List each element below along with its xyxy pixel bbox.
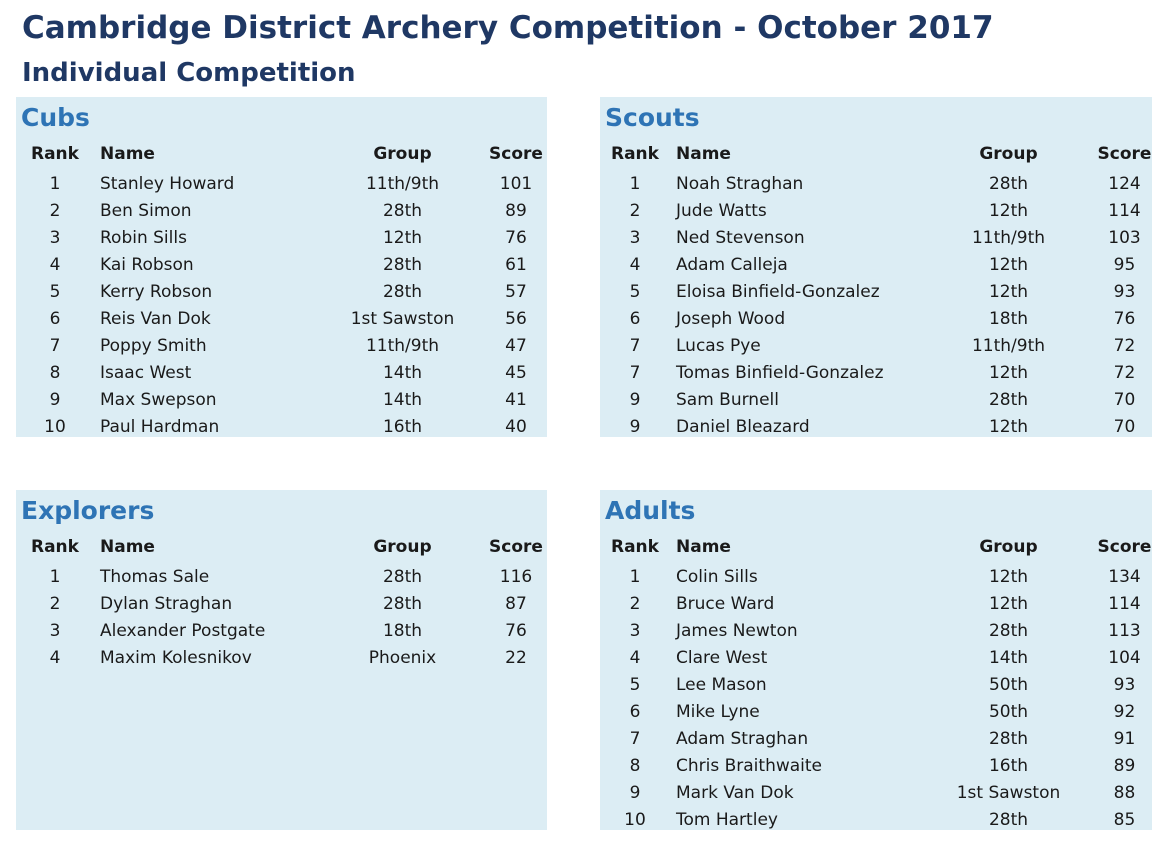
cell-rank: 2 (49, 200, 61, 221)
cell-name: Tom Hartley (676, 809, 778, 830)
cell-name: Adam Straghan (676, 728, 809, 749)
cell-rank: 7 (49, 335, 61, 356)
cell-name: Lee Mason (676, 674, 767, 695)
table-row (600, 563, 1152, 590)
table-row (600, 752, 1152, 779)
cell-score: 124 (1108, 173, 1141, 194)
cell-group: 28th (988, 173, 1029, 194)
cell-score: 89 (505, 200, 527, 221)
cell-name: Kai Robson (100, 254, 194, 275)
page-title: Cambridge District Archery Competition - October 2017 (22, 10, 994, 46)
cell-score: 114 (1108, 593, 1141, 614)
cell-name: Max Swepson (100, 389, 217, 410)
cell-score: 88 (1113, 782, 1136, 803)
column-header-rank: Rank (31, 537, 79, 557)
table-row (600, 251, 1152, 278)
cell-group: 28th (988, 620, 1029, 641)
table-row (16, 617, 547, 644)
cell-group: 12th (988, 416, 1029, 437)
cell-group: 12th (988, 254, 1029, 275)
cell-score: 104 (1108, 647, 1141, 668)
cell-rank: 3 (629, 620, 641, 641)
table-row (600, 779, 1152, 806)
cell-group: 14th (382, 389, 423, 410)
cell-score: 72 (1113, 362, 1136, 383)
cell-score: 114 (1108, 200, 1141, 221)
table-row (16, 413, 547, 440)
table-row (600, 386, 1152, 413)
cell-score: 76 (505, 620, 527, 641)
cell-score: 93 (1113, 674, 1136, 695)
table-row (16, 332, 547, 359)
cell-group: 28th (988, 728, 1029, 749)
cell-score: 89 (1113, 755, 1136, 776)
cell-name: Alexander Postgate (100, 620, 266, 641)
adults-panel (600, 490, 1152, 830)
cell-rank: 1 (629, 173, 641, 194)
cell-rank: 7 (629, 728, 641, 749)
table-row (600, 197, 1152, 224)
cell-group: 16th (988, 755, 1029, 776)
cell-rank: 5 (629, 674, 641, 695)
table-row (16, 305, 547, 332)
cell-score: 101 (499, 173, 533, 194)
cubs-panel (16, 97, 547, 437)
cell-rank: 9 (629, 782, 641, 803)
cell-group: 11th/9th (365, 173, 440, 194)
cell-group: 28th (988, 809, 1029, 830)
cell-name: Eloisa Binfield-Gonzalez (676, 281, 880, 302)
cell-group: 28th (382, 566, 423, 587)
cubs-section-title: Cubs (21, 103, 90, 132)
scouts-results-table (600, 143, 1152, 440)
cell-score: 113 (1108, 620, 1141, 641)
cell-score: 56 (505, 308, 527, 329)
cell-name: Ned Stevenson (676, 227, 805, 248)
table-row (16, 224, 547, 251)
cell-name: Clare West (676, 647, 768, 668)
cell-group: 12th (988, 200, 1029, 221)
cell-rank: 4 (629, 647, 641, 668)
cell-group: 28th (382, 281, 423, 302)
cell-name: Adam Calleja (676, 254, 788, 275)
cell-score: 76 (1113, 308, 1136, 329)
cell-rank: 9 (49, 389, 61, 410)
cell-group: 1st Sawston (956, 782, 1061, 803)
cell-score: 92 (1113, 701, 1136, 722)
table-row (16, 251, 547, 278)
cell-name: Isaac West (100, 362, 192, 383)
cell-score: 40 (505, 416, 527, 437)
column-header-group: Group (979, 144, 1038, 164)
cell-score: 47 (505, 335, 527, 356)
cell-name: Noah Straghan (676, 173, 804, 194)
cell-name: Paul Hardman (100, 416, 220, 437)
cell-score: 72 (1113, 335, 1136, 356)
cell-group: 28th (382, 254, 423, 275)
cell-rank: 5 (629, 281, 641, 302)
cell-rank: 4 (629, 254, 641, 275)
table-row (600, 359, 1152, 386)
cell-rank: 2 (629, 200, 641, 221)
cell-rank: 1 (49, 566, 61, 587)
cell-name: Robin Sills (100, 227, 187, 248)
column-header-group: Group (373, 144, 432, 164)
cell-rank: 4 (49, 254, 61, 275)
cell-name: James Newton (676, 620, 798, 641)
cell-score: 91 (1113, 728, 1136, 749)
cell-score: 57 (505, 281, 527, 302)
cell-name: Ben Simon (100, 200, 192, 221)
cell-rank: 1 (629, 566, 641, 587)
cell-name: Maxim Kolesnikov (100, 647, 252, 668)
adults-section-title: Adults (605, 496, 696, 525)
table-row (16, 197, 547, 224)
adults-results-table (600, 536, 1152, 833)
cell-group: 16th (382, 416, 423, 437)
cell-group: 11th/9th (971, 335, 1046, 356)
column-header-rank: Rank (611, 537, 659, 557)
cell-name: Mike Lyne (676, 701, 760, 722)
cell-rank: 5 (49, 281, 61, 302)
cell-name: Mark Van Dok (676, 782, 794, 803)
cell-rank: 10 (44, 416, 66, 437)
cell-name: Colin Sills (676, 566, 758, 587)
cell-rank: 3 (49, 227, 61, 248)
table-row (600, 698, 1152, 725)
table-row (600, 725, 1152, 752)
cell-group: 28th (382, 593, 423, 614)
explorers-results-table (16, 536, 547, 671)
cell-group: Phoenix (368, 647, 437, 668)
cell-score: 76 (505, 227, 527, 248)
cell-group: 14th (988, 647, 1029, 668)
table-row (16, 359, 547, 386)
column-header-score: Score (489, 144, 543, 164)
cell-name: Kerry Robson (100, 281, 213, 302)
table-row (600, 413, 1152, 440)
cell-group: 12th (988, 566, 1029, 587)
column-header-group: Group (979, 537, 1038, 557)
cell-name: Reis Van Dok (100, 308, 211, 329)
cell-group: 18th (382, 620, 423, 641)
table-row (16, 563, 547, 590)
cell-score: 61 (505, 254, 527, 275)
cell-rank: 9 (629, 389, 641, 410)
table-header-row (16, 143, 547, 170)
cell-rank: 6 (629, 308, 641, 329)
cell-name: Sam Burnell (676, 389, 779, 410)
column-header-score: Score (1097, 537, 1152, 557)
cell-rank: 7 (629, 335, 641, 356)
cell-score: 45 (505, 362, 527, 383)
cell-name: Thomas Sale (100, 566, 210, 587)
cell-group: 14th (382, 362, 423, 383)
table-row (600, 332, 1152, 359)
table-row (16, 170, 547, 197)
table-header-row (600, 143, 1152, 170)
cell-rank: 2 (49, 593, 61, 614)
cell-name: Stanley Howard (100, 173, 235, 194)
table-row (600, 617, 1152, 644)
table-row (600, 806, 1152, 833)
cubs-results-table (16, 143, 547, 440)
cell-score: 70 (1113, 416, 1136, 437)
cell-score: 22 (505, 647, 527, 668)
cell-name: Bruce Ward (676, 593, 775, 614)
cell-rank: 4 (49, 647, 61, 668)
column-header-name: Name (100, 144, 155, 164)
table-row (600, 305, 1152, 332)
cell-rank: 2 (629, 593, 641, 614)
cell-group: 11th/9th (971, 227, 1046, 248)
table-row (600, 590, 1152, 617)
table-row (600, 224, 1152, 251)
cell-score: 87 (505, 593, 527, 614)
cell-score: 116 (499, 566, 533, 587)
cell-rank: 6 (629, 701, 641, 722)
cell-group: 18th (988, 308, 1029, 329)
cell-name: Lucas Pye (676, 335, 761, 356)
column-header-name: Name (100, 537, 155, 557)
cell-rank: 6 (49, 308, 61, 329)
column-header-rank: Rank (611, 144, 659, 164)
column-header-score: Score (1097, 144, 1152, 164)
cell-group: 28th (382, 200, 423, 221)
table-row (600, 278, 1152, 305)
cell-group: 1st Sawston (350, 308, 455, 329)
table-header-row (16, 536, 547, 563)
cell-score: 134 (1108, 566, 1141, 587)
cell-score: 103 (1108, 227, 1141, 248)
table-row (16, 644, 547, 671)
cell-group: 12th (988, 362, 1029, 383)
cell-rank: 9 (629, 416, 641, 437)
cell-rank: 3 (629, 227, 641, 248)
cell-score: 70 (1113, 389, 1136, 410)
page-subtitle: Individual Competition (22, 58, 356, 88)
column-header-name: Name (676, 537, 731, 557)
cell-group: 50th (988, 701, 1029, 722)
cell-group: 11th/9th (365, 335, 440, 356)
cell-score: 85 (1113, 809, 1136, 830)
scouts-panel (600, 97, 1152, 437)
column-header-name: Name (676, 144, 731, 164)
table-row (600, 644, 1152, 671)
cell-score: 41 (505, 389, 527, 410)
table-header-row (600, 536, 1152, 563)
column-header-score: Score (489, 537, 543, 557)
cell-score: 95 (1113, 254, 1136, 275)
cell-group: 12th (382, 227, 423, 248)
cell-rank: 7 (629, 362, 641, 383)
cell-group: 12th (988, 281, 1029, 302)
table-row (600, 170, 1152, 197)
table-row (600, 671, 1152, 698)
cell-name: Poppy Smith (100, 335, 207, 356)
scouts-section-title: Scouts (605, 103, 700, 132)
explorers-panel (16, 490, 547, 830)
cell-group: 12th (988, 593, 1029, 614)
cell-name: Jude Watts (676, 200, 767, 221)
cell-rank: 8 (629, 755, 641, 776)
cell-rank: 10 (624, 809, 646, 830)
explorers-section-title: Explorers (21, 496, 155, 525)
column-header-rank: Rank (31, 144, 79, 164)
cell-rank: 3 (49, 620, 61, 641)
table-row (16, 590, 547, 617)
table-row (16, 278, 547, 305)
cell-name: Tomas Binfield-Gonzalez (676, 362, 884, 383)
cell-group: 28th (988, 389, 1029, 410)
table-row (16, 386, 547, 413)
cell-name: Dylan Straghan (100, 593, 233, 614)
cell-rank: 8 (49, 362, 61, 383)
cell-name: Chris Braithwaite (676, 755, 823, 776)
cell-score: 93 (1113, 281, 1136, 302)
cell-name: Joseph Wood (676, 308, 786, 329)
cell-group: 50th (988, 674, 1029, 695)
column-header-group: Group (373, 537, 432, 557)
cell-name: Daniel Bleazard (676, 416, 810, 437)
cell-rank: 1 (49, 173, 61, 194)
